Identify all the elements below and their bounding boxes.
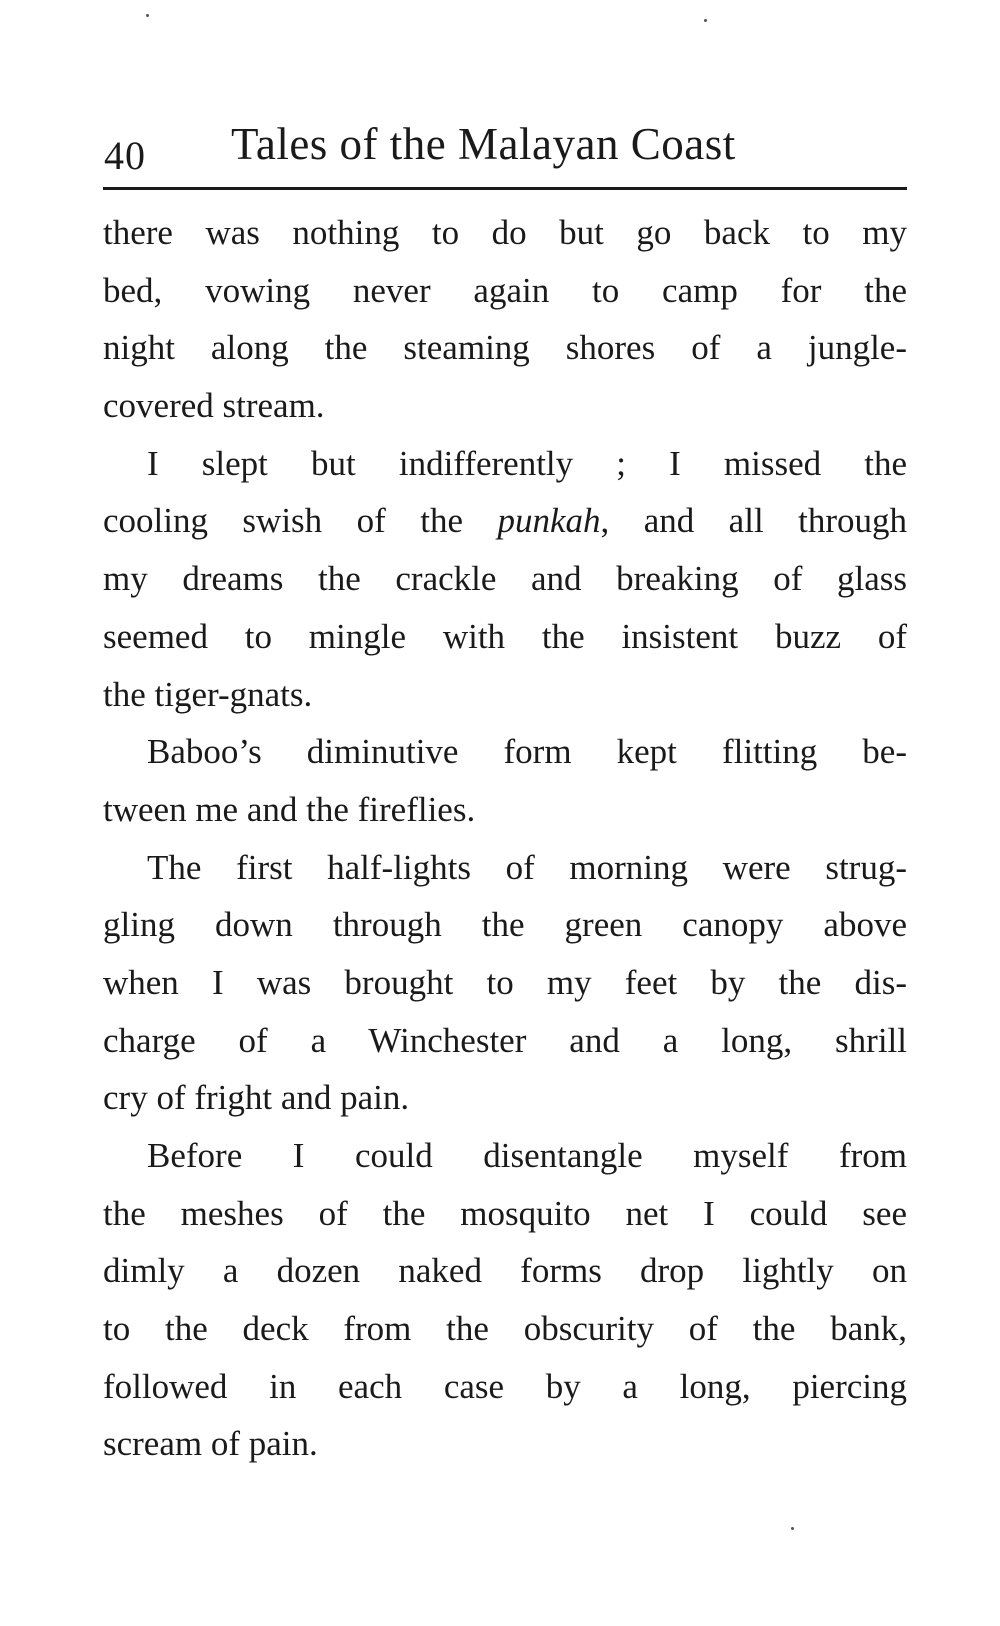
text-line: covered stream. bbox=[103, 386, 325, 426]
text-fragment: cooling swish of the bbox=[103, 501, 463, 541]
text-line: cry of fright and pain. bbox=[103, 1078, 410, 1118]
text-line: I slept but indifferently ; I missed the bbox=[147, 443, 907, 483]
text-line: Baboo’s diminutive form kept flitting be- bbox=[147, 732, 907, 772]
page-number: 40 bbox=[104, 133, 146, 178]
header-rule bbox=[103, 187, 907, 190]
text-line: dimly a dozen naked forms drop lightly on bbox=[103, 1251, 907, 1291]
body-text bbox=[103, 204, 907, 1473]
text-line: bed, vowing never again to camp for the bbox=[103, 270, 907, 310]
text-line: scream of pain. bbox=[103, 1424, 318, 1464]
text-line: tween me and the fireflies. bbox=[103, 789, 476, 829]
text-line: charge of a Winchester and a long, shrill bbox=[103, 1020, 907, 1060]
italic-word: punkah bbox=[497, 501, 601, 541]
text-fragment: , and all through bbox=[600, 501, 907, 541]
text-line: Before I could disentangle myself from bbox=[147, 1136, 907, 1175]
running-title: Tales of the Malayan Coast bbox=[231, 119, 736, 169]
text-line bbox=[103, 492, 907, 550]
text-line: followed in each case by a long, piercing bbox=[103, 1366, 907, 1406]
text-line: my dreams the crackle and breaking of glass bbox=[103, 559, 907, 599]
page-header bbox=[104, 118, 904, 178]
text-line: night along the steaming shores of a jungle- bbox=[103, 328, 907, 368]
print-speck bbox=[791, 1527, 794, 1530]
text-line: there was nothing to do but go back to my bbox=[103, 213, 907, 252]
text-line: the tiger-gnats. bbox=[103, 674, 313, 714]
text-line: The first half-lights of morning were strug- bbox=[147, 847, 907, 887]
print-speck bbox=[146, 14, 149, 17]
text-line: gling down through the green canopy above bbox=[103, 905, 907, 945]
text-line: to the deck from the obscurity of the bank, bbox=[103, 1309, 907, 1349]
text-line: when I was brought to my feet by the dis- bbox=[103, 962, 907, 1002]
text-line: the meshes of the mosquito net I could see bbox=[103, 1193, 907, 1233]
text-line: seemed to mingle with the insistent buzz of bbox=[103, 616, 907, 656]
print-speck bbox=[704, 19, 707, 22]
